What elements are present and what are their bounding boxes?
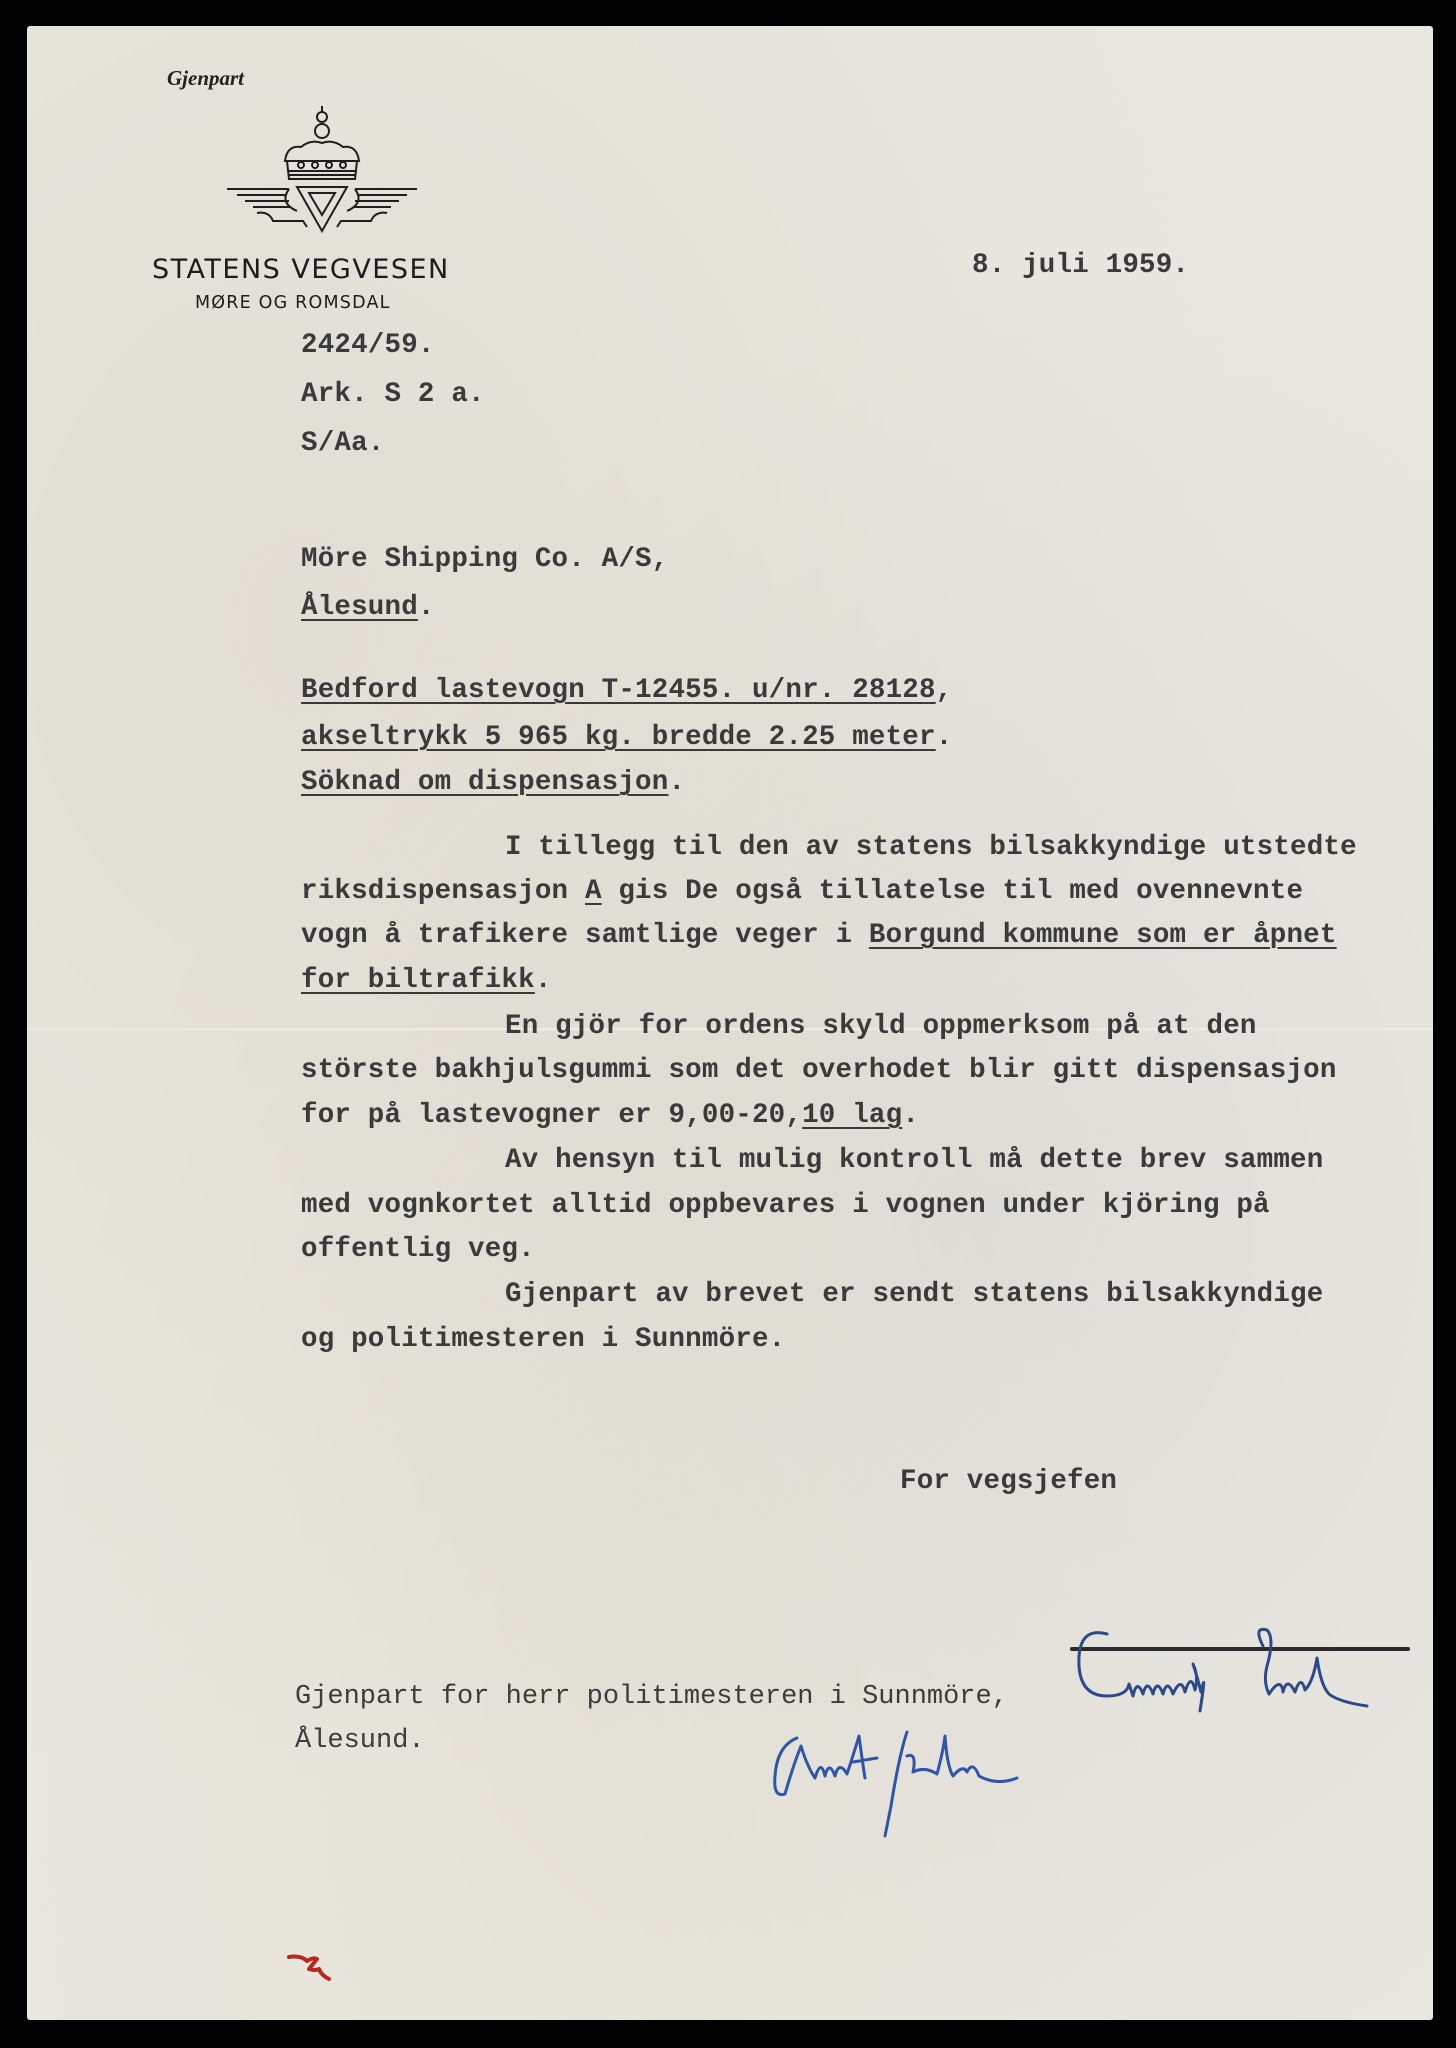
closing-line: For vegsjefen [900,1466,1118,1497]
punctuation: . [935,722,953,753]
paragraph-4-line-2: og politimesteren i Sunnmöre. [301,1324,786,1355]
paragraph-1-line-2 [301,878,1303,906]
archive-code: Ark. S 2 a. [301,379,485,410]
paragraph-2-line-3 [301,1102,919,1130]
paragraph-2-line-2: störste bakhjulsgummi som det overhodet blir gitt dispensasjon [301,1055,1337,1086]
paragraph-2-line-1: En gjör for ordens skyld oppmerksom på at den [505,1011,1257,1042]
letter-page [27,26,1433,2020]
subject-line-2 [301,724,952,752]
paragraph-3-line-2: med vognkortet alltid oppbevares i vognen under kjöring på [301,1190,1270,1221]
crown-winged-triangle-emblem [217,103,427,233]
punctuation: . [417,592,435,623]
punctuation: . [668,767,686,798]
paragraph-4-line-1: Gjenpart av brevet er sendt statens bilsakkyndige [505,1279,1324,1310]
punctuation: . [902,1100,920,1131]
copy-note-line-2: Ålesund. [295,1726,425,1756]
paragraph-3-line-3: offentlig veg. [301,1234,535,1265]
text: gis De også tillatelse til med ovennevnte [601,876,1304,907]
punctuation: . [534,965,552,996]
subject-line-3 [301,769,685,797]
recipient-city-line [301,594,435,622]
paragraph-1-line-3 [301,922,1337,950]
underlined-text: for biltrafikk [301,965,535,996]
copy-note-line-1: Gjenpart for herr politimesteren i Sunnmöre, [295,1682,1008,1712]
subject-text: Bedford lastevogn T-12455. u/nr. 28128 [301,675,936,706]
punctuation: , [935,675,953,706]
underlined-text: 10 lag [802,1100,903,1131]
signature-knut-rekdal [767,1716,1167,1856]
subject-text: akseltrykk 5 965 kg. bredde 2.25 meter [301,722,936,753]
text: for på lastevogner er 9,00-20, [301,1100,803,1131]
underlined-text: Borgund kommune som er åpnet [868,920,1337,951]
copy-label: Gjenpart [167,66,245,90]
organization-name: STATENS VEGVESEN [152,254,450,285]
recipient-name: Möre Shipping Co. A/S, [301,544,669,575]
underlined-text: A [584,876,602,907]
paragraph-1-line-4 [301,967,552,995]
red-pencil-mark [287,1945,347,1985]
initials: S/Aa. [301,428,385,459]
text: vogn å trafikere samtlige veger i [301,920,869,951]
journal-number: 2424/59. [301,330,435,361]
recipient-city: Ålesund [301,592,418,623]
paragraph-1-line-1: I tillegg til den av statens bilsakkyndige utstedte [505,832,1357,863]
text: riksdispensasjon [301,876,585,907]
paragraph-3-line-1: Av hensyn til mulig kontroll må dette brev sammen [505,1145,1324,1176]
organization-region: MØRE OG ROMSDAL [195,293,391,313]
subject-line-1 [301,677,952,705]
letter-date: 8. juli 1959. [972,250,1190,281]
subject-text: Söknad om dispensasjon [301,767,669,798]
